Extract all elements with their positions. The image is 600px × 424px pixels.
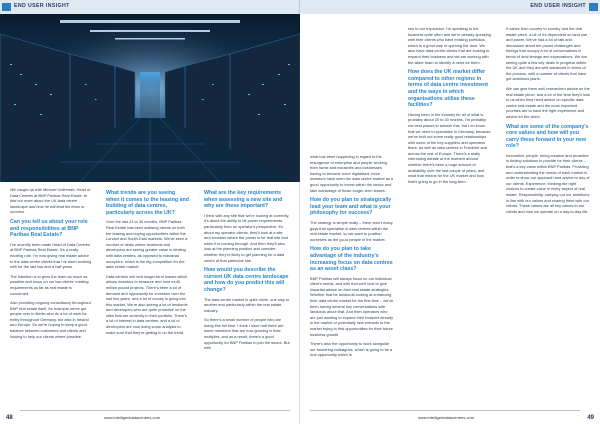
intro-paragraph: We caught up with Michael Unfireride, Head of Data Centres at BNP Paribas Real Estate, to find out more about the UK data centre landscape and how he will lead the team to success. [10,187,91,215]
left-column-3 [204,187,290,355]
question-heading: What are some of the company's core values and how will you carry these forward in your new role? [506,123,589,150]
footer-url[interactable]: www.intelligentdatacentres.com [104,415,161,420]
body-paragraph: We can give them well-researched advice on the real estate piece, and a lot of the time they'll look to us when they need advice on specific data centre real estate and the most important priorities are to have the right experience and advice for the client. [506,85,591,119]
footer-url[interactable]: www.intelligentdatacentres.com [418,415,475,420]
page-number: 49 [587,415,594,421]
question-heading: How does the UK market differ compared to other regions in terms of data centre investment and the ways in which organisations utilise these facilities? [408,69,489,109]
right-page [300,0,600,424]
body-paragraph: It varies from country to country and the real estate piece, a lot of it's dependent on land use and power. We've had a lot of talk and discussion about the power challenges and timings that occupy a lot of conversations in terms of deal timings and expectations. We are seeing quite a few key deals in progress within the UK and they are well advanced in terms of the process, with a number of clients that have got ambitious plans. [506,26,588,82]
body-paragraph: Also providing ongoing consultancy throughout BNP real estate itself, for example we've got people over in Berlin who do a lot of work for entity throughout Germany, but also in Ireland and Europe. So we're hoping to keep a good balance between customers and clients and looking to help our clients where possible. [10,300,91,339]
body-paragraph: what has been happening in regard to the resurgence of enterprise and people working from home and industries and businesses having to become more digitalised, more investors have seen the data centre market as a good opportunity to invest within the sector and take advantage of those longer-term leases. [310,154,394,193]
left-column-2 [106,187,190,339]
body-paragraph: I think with any site that we're looking at currently, it's about the ability to hit power requirements, particularly from an operator's perspective. It's about my operator clients, they'll look at a site and consider where the power is for that site and when it is coming through. And then they'll also look at the planning position and consider whether they're likely to get planning for a data centre at that particular site. [204,212,290,263]
question-heading: How do you plan to strategically lead your team and what is your philosophy for success? [310,197,392,217]
body-paragraph: key to our expansion. I'm speaking to the business quite often and we're already speaking with their clients who have existing portfolios, which is a good way of opening the door. We also have data centre clients that are looking to expand their business and we are working with the wider team to identify a need for them. [408,26,491,65]
body-paragraph: The data centre market is quite niche, one way or another and particularly within the real estate industry. [204,296,290,313]
question-heading: What are the key requirements when assessing a new site and why are these important? [204,190,283,210]
body-paragraph: Having been in the industry for all of what is probably about 20 to 30 months, I'm probably not best placed to answer this, but I do know that we need to specialise in Germany, because we've built out some really good relationships with some of the key suppliers and operators there, as well as data centres in Frankfurt and across the rest of Europe. There's a really interesting debate at the moment around whether there's been a huge amount of availability over the last couple of years, and what that means for the UK market and how that's going to go in the long-term. [408,111,491,184]
question-heading: How do you plan to take advantage of the industry's increasing focus on data centres as an asset class? [310,246,393,273]
question-heading: How would you describe the current UK data centre landscape and how do you predict this will change? [204,267,289,293]
right-section-label: END USER INSIGHT [530,3,586,9]
body-paragraph: So there's a small number of people who are doing this full time. I think I have half there are some members that are now growing in their multiples, and as a result, there's a good opportunity for BNP Paribas to join the sector. But with [204,317,290,351]
footer-rule [310,410,580,411]
left-section-label: END USER INSIGHT [14,3,70,9]
body-paragraph: The intention is to grow the team as much as possible and focus on our two clients' existing requirements as far as real estate is concerned. [10,273,89,296]
header-accent-mark [589,3,598,11]
footer-rule [20,410,290,411]
body-paragraph: Data centres will hold longer-term leases which allows investors to reassure and fund multi-million pound projects. There's been a lot of demand and opportunity for investors over the last few years, and a lot of money is going into this market. We're also seeing a lot of landlords and developers who are quite proactive on the sites that are currently in their portfolio. There's a lot of interest in data centres, and a lot of developers are now doing some analysis to make sure that they're getting in on the trend. [106,273,188,335]
question-heading: Can you tell us about your role and responsibilities at BNP Paribas Real Estate? [10,218,88,239]
body-paragraph: There's also the opportunity to work alongside our brokering colleagues, which is going to be a real opportunity which is [310,341,393,358]
left-column-1 [10,187,92,343]
page-number: 48 [6,415,13,421]
body-paragraph: I've recently been made Head of Data Centres at BNP Paribas Real Estate. It's a really exciting role. I'm now giving real estate advice to the data centre clients that I've been working with for the last two and a half years. [10,241,92,270]
body-paragraph: Over the last 24 to 36 months, BNP Paribas Real Estate has been advising clients on both the leasing and buying opportunities within the London and South-East markets. We've seen a number of deals where landlords and developers are seeing greater value in dealing with data centres, as opposed to industrial occupiers, which is the big competition for the data centre market. [106,219,188,270]
body-paragraph: Innovation, people, being creative and proactive in finding solutions to provide for their clients – that's a key value within BNP Paribas. Providing and understanding the needs of each market in order to show our approach and advice to any of our clients. Experience, thinking the right choices to create value in every aspect of real estate. Responsibility, carrying out our ambitions in line with our values and sharing them with our clients. These values are all key values to our clients and how we operate on a day-to-day life. [506,152,590,214]
header-accent-mark [2,3,11,11]
body-paragraph: BNP Paribas will always focus on our individual client's needs, and with that we'll look to give impartial advice on their real estate strategies. Whether that be landlords looking at enhancing their data centre market for the first time – we've been having several key conversations with landlords about that. And then operators who are just wanting to expand their footprint already in the market or potentially new entrants to the market trying to find opportunities for their future business growth. [310,275,394,337]
right-column-2 [408,26,492,188]
right-column-3 [506,26,590,218]
right-column-1 [310,154,394,362]
data-centre-photo [0,14,300,182]
question-heading: What trends are you seeing when it comes to the leasing and building of data centres, particularly across the UK? [106,190,189,216]
body-paragraph: The strategy is simple really – there aren't many guys that specialise in data centres within the real estate market, so we want to position ourselves as the go-to people in the market. [310,219,393,242]
